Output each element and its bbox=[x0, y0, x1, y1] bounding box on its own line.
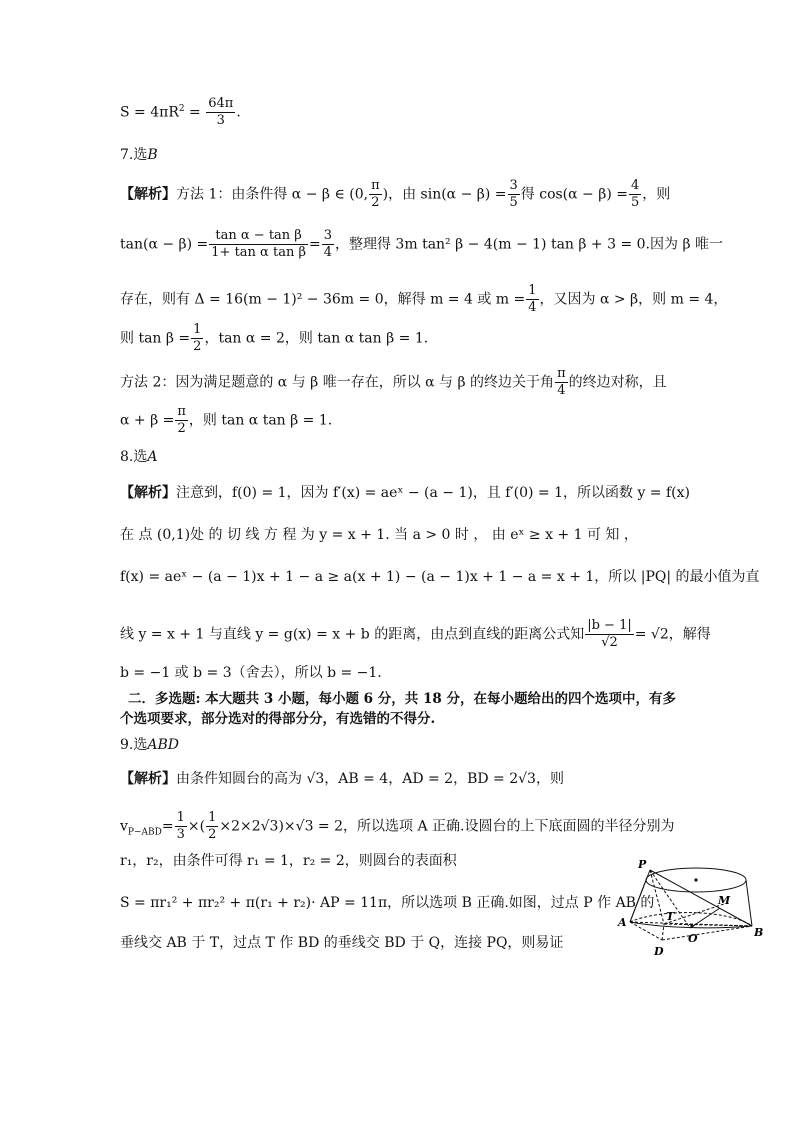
label-m: M bbox=[718, 894, 731, 907]
q7-line-3: 存在，则有 Δ = 16(m − 1)² − 36m = 0，解得 m = 4 或 m = $\frac{1}{4}$ ，又因为 α > β，则 m = 4， bbox=[120, 283, 728, 315]
q8-line-3: f(x) = aeˣ − (a − 1)x + 1 − a ≥ a(x + 1) − (a − 1)x + 1 − a = x + 1，所以 |PQ| 的最小值为直 bbox=[120, 569, 760, 585]
q8-line-1: 【解析】注意到，f(0) = 1，因为 f′(x) = aeˣ − (a − 1)，且 f′(0) = 1，所以函数 y = f(x) bbox=[120, 485, 690, 501]
q7-line-6: α + β = $\frac{\pi}{2}$ ，则 tan α tan β = 1. bbox=[120, 404, 333, 436]
label-o: O bbox=[688, 932, 698, 945]
q9-line-3: r₁，r₂，由条件可得 r₁ = 1，r₂ = 2，则圆台的表面积 bbox=[120, 853, 457, 869]
q9-line-1: 【解析】由条件知圆台的高为 √3，AB = 4，AD = 2，BD = 2√3，则 bbox=[120, 771, 564, 787]
frustum-figure bbox=[612, 860, 772, 962]
q9-heading: 9.选ABD bbox=[120, 737, 179, 753]
q7-line-4: 则 tan β = $\frac{1}{2}$ ，tan α = 2，则 tan α tan β = 1. bbox=[120, 322, 429, 354]
q8-line-4: 线 y = x + 1 与直线 y = g(x) = x + b 的距离，由点到直线的距离公式知 $\frac{|b - 1|}{√2}$ = √2，解得 bbox=[120, 618, 711, 650]
q8-heading: 8.选A bbox=[120, 449, 158, 465]
q9-line-2: $v_{P-ABD}=$ $\frac{1}{3}$ ×( $\frac{1}{2}$ ×2×2√3)×√3 = 2，所以选项 A 正确.设圆台的上下底面圆的半径分别为 bbox=[120, 810, 675, 842]
label-a: A bbox=[618, 916, 627, 929]
q8-line-5: b = −1 或 b = 3（舍去），所以 b = −1. bbox=[120, 665, 382, 681]
section2-line-1: 二．多选题: 本大题共 3 小题，每小题 6 分，共 18 分，在每小题给出的四个选项中，有多 bbox=[128, 691, 676, 707]
q7-line-5: 方法 2：因为满足题意的 α 与 β 唯一存在，所以 α 与 β 的终边关于角 $\frac{\pi}{4}$ 的终边对称，且 bbox=[120, 366, 667, 398]
label-d: D bbox=[654, 945, 664, 958]
q7-heading: 7.选B bbox=[120, 147, 158, 163]
label-b: B bbox=[754, 926, 764, 939]
q8-line-2: 在 点 (0,1)处 的 切 线 方 程 为 y = x + 1. 当 a > 0 时 ， 由 eˣ ≥ x + 1 可 知 ， bbox=[120, 527, 638, 543]
label-p: P bbox=[638, 860, 647, 871]
q7-line-1: 【解析】方法 1：由条件得 α − β ∈ (0, $\frac{\pi}{2}$ )，由 sin(α − β) = $\frac{3}{5}$ 得 cos(α − β) = $\frac{4}{5}$ ，则 bbox=[120, 178, 671, 210]
q9-line-5: 垂线交 AB 于 T，过点 T 作 BD 的垂线交 BD 于 Q，连接 PQ，则易证 bbox=[120, 935, 564, 951]
q7-line-2: tan(α − β) = $\frac{\text{tan α − tan β}}{\text{1+ tan α tan β}}$ = $\frac{3}{4}$ ，整理得 3m tan² β − 4(m − 1) tan β + 3 = 0.因为 β 唯一 bbox=[120, 228, 723, 260]
section2-line-2: 个选项要求，部分选对的得部分分，有选错的不得分. bbox=[120, 711, 436, 727]
q9-line-4: S = πr₁² + πr₂² + π(r₁ + r₂)· AP = 11π，所以选项 B 正确.如图，过点 P 作 AB 的 bbox=[120, 895, 655, 911]
label-t: T bbox=[666, 910, 675, 923]
sphere-area-formula: $S = 4\pi R^2$ = $\frac{64\pi}{3}$ . bbox=[120, 96, 241, 128]
